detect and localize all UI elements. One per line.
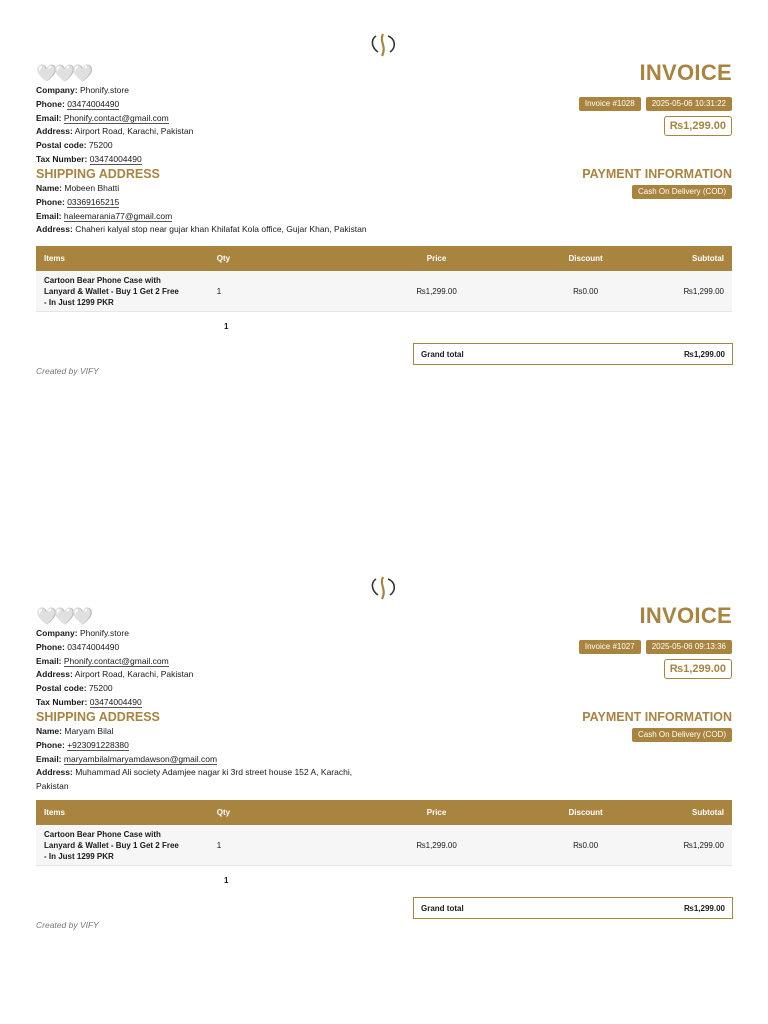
brand-logo-icon bbox=[366, 30, 402, 62]
header-items: Items bbox=[36, 800, 189, 825]
items-table bbox=[36, 800, 732, 866]
company-address: Airport Road, Karachi, Pakistan bbox=[74, 669, 194, 680]
item-qty: 1 bbox=[189, 271, 378, 312]
company-postal-code: 75200 bbox=[88, 683, 113, 694]
shipping-name: Maryam Bilal bbox=[64, 726, 114, 736]
company-phone: 03474004490 bbox=[67, 641, 120, 652]
header-items: Items bbox=[36, 246, 189, 271]
item-name: Cartoon Bear Phone Case with Lanyard & Wallet - Buy 1 Get 2 Free - In Just 1299 PKR bbox=[36, 271, 189, 312]
invoice-badges bbox=[579, 97, 732, 111]
created-by-footer: Created by VIFY bbox=[36, 920, 99, 930]
item-qty: 1 bbox=[189, 825, 378, 866]
hearts-icon: 🤍🤍🤍 bbox=[36, 607, 91, 626]
table-header-row bbox=[36, 246, 732, 271]
grand-total-value: ₨1,299.00 bbox=[684, 349, 725, 359]
invoice-1028 bbox=[36, 30, 732, 450]
shipping-email-link[interactable]: maryambilalmaryamdawson@gmail.com bbox=[63, 753, 218, 764]
items-table bbox=[36, 246, 732, 312]
header-subtotal: Subtotal bbox=[676, 246, 732, 271]
total-qty: 1 bbox=[224, 876, 229, 885]
invoice-number-badge: Invoice #1028 bbox=[579, 97, 641, 111]
grand-total-label: Grand total bbox=[421, 349, 464, 359]
invoice-amount: ₨1,299.00 bbox=[664, 659, 732, 679]
grand-total-box bbox=[413, 897, 733, 919]
item-discount: ₨0.00 bbox=[496, 825, 676, 866]
company-email-link[interactable]: Phonify.contact@gmail.com bbox=[63, 112, 169, 123]
company-info: Company: Phonify.store Phone: 03474004490 Email: Phonify.contact@gmail.com Address: Airport Road, Karachi, Pakistan Postal code: 75200 Tax Number: 03474004490 bbox=[36, 628, 194, 707]
shipping-address: Muhammad Ali society Adamjee nagar ki 3rd street house 152 A, Karachi, Pakistan bbox=[36, 767, 353, 792]
invoice-1027 bbox=[36, 573, 732, 993]
table-row bbox=[36, 271, 732, 312]
created-by-footer: Created by VIFY bbox=[36, 366, 99, 376]
item-price: ₨1,299.00 bbox=[377, 825, 495, 866]
grand-total-value: ₨1,299.00 bbox=[684, 903, 725, 913]
table-header-row bbox=[36, 800, 732, 825]
payment-information-title: PAYMENT INFORMATION bbox=[582, 710, 732, 724]
shipping-name: Mobeen Bhatti bbox=[64, 183, 120, 193]
hearts-icon: 🤍🤍🤍 bbox=[36, 64, 91, 83]
header-discount: Discount bbox=[496, 800, 676, 825]
shipping-info: Name: Mobeen Bhatti Phone: 03369165215 Email: haleemarania77@gmail.com Address: Chaheri kalyal stop near gujar khan Khilafat Kola office, Gujar Khan, Pakistan bbox=[36, 183, 367, 235]
header-discount: Discount bbox=[496, 246, 676, 271]
company-postal-code: 75200 bbox=[88, 140, 113, 151]
grand-total-box bbox=[413, 343, 733, 365]
item-price: ₨1,299.00 bbox=[377, 271, 495, 312]
payment-method-badge: Cash On Delivery (COD) bbox=[632, 185, 732, 199]
shipping-address-title: SHIPPING ADDRESS bbox=[36, 710, 160, 724]
shipping-email-link[interactable]: haleemarania77@gmail.com bbox=[63, 210, 173, 221]
item-name: Cartoon Bear Phone Case with Lanyard & Wallet - Buy 1 Get 2 Free - In Just 1299 PKR bbox=[36, 825, 189, 866]
invoice-title: INVOICE bbox=[639, 603, 732, 628]
company-info: Company: Phonify.store Phone: 03474004490 Email: Phonify.contact@gmail.com Address: Airport Road, Karachi, Pakistan Postal code: 75200 Tax Number: 03474004490 bbox=[36, 85, 194, 164]
invoice-amount: ₨1,299.00 bbox=[664, 116, 732, 136]
shipping-address: Chaheri kalyal stop near gujar khan Khilafat Kola office, Gujar Khan, Pakistan bbox=[75, 224, 367, 235]
invoice-number-badge: Invoice #1027 bbox=[579, 640, 641, 654]
shipping-address-title: SHIPPING ADDRESS bbox=[36, 167, 160, 181]
shipping-phone-link[interactable]: 03369165215 bbox=[67, 196, 120, 207]
invoice-datetime-badge: 2025-05-06 10:31:22 bbox=[646, 97, 732, 111]
company-tax-link[interactable]: 03474004490 bbox=[89, 153, 142, 164]
shipping-info: Name: Maryam Bilal Phone: +923091228380 Email: maryambilalmaryamdawson@gmail.com Address: Muhammad Ali society Adamjee nagar ki 3rd street house 152 A, Karachi, Pakistan bbox=[36, 726, 353, 792]
total-qty: 1 bbox=[224, 322, 229, 331]
company-name: Phonify.store bbox=[79, 85, 129, 95]
shipping-phone-link[interactable]: +923091228380 bbox=[67, 739, 129, 750]
header-subtotal: Subtotal bbox=[676, 800, 732, 825]
company-address: Airport Road, Karachi, Pakistan bbox=[74, 126, 194, 137]
company-tax-link[interactable]: 03474004490 bbox=[89, 696, 142, 707]
brand-logo-icon bbox=[366, 573, 402, 605]
company-phone-link[interactable]: 03474004490 bbox=[67, 98, 120, 109]
item-subtotal: ₨1,299.00 bbox=[676, 271, 732, 312]
company-name: Phonify.store bbox=[79, 628, 129, 638]
header-qty: Qty bbox=[189, 800, 378, 825]
payment-method-badge: Cash On Delivery (COD) bbox=[632, 728, 732, 742]
header-price: Price bbox=[377, 800, 495, 825]
item-discount: ₨0.00 bbox=[496, 271, 676, 312]
table-row bbox=[36, 825, 732, 866]
invoice-datetime-badge: 2025-05-06 09:13:36 bbox=[646, 640, 732, 654]
invoice-badges bbox=[579, 640, 732, 654]
item-subtotal: ₨1,299.00 bbox=[676, 825, 732, 866]
invoice-title: INVOICE bbox=[639, 60, 732, 85]
grand-total-label: Grand total bbox=[421, 903, 464, 913]
header-price: Price bbox=[377, 246, 495, 271]
company-email-link[interactable]: Phonify.contact@gmail.com bbox=[63, 655, 169, 666]
payment-information-title: PAYMENT INFORMATION bbox=[582, 167, 732, 181]
header-qty: Qty bbox=[189, 246, 378, 271]
